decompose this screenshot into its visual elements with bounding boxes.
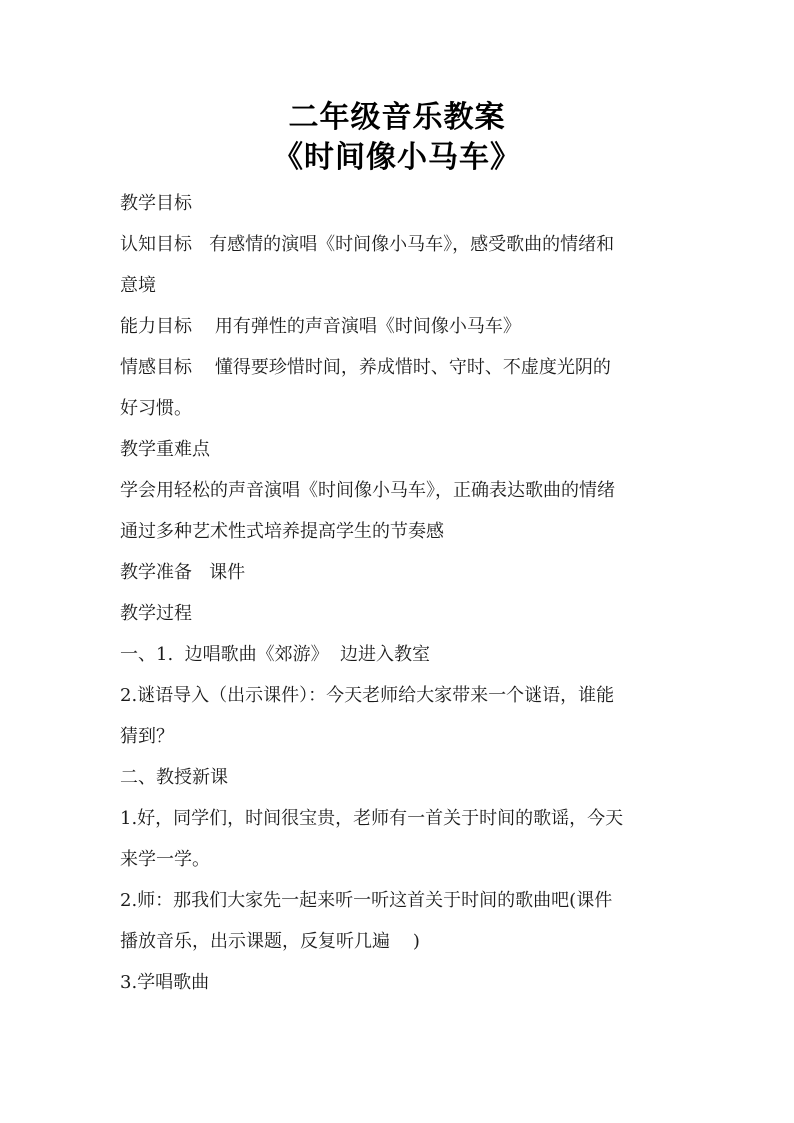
text-line: 二、教授新课 bbox=[120, 767, 228, 788]
text-line: 通过多种艺术性式培养提高学生的节奏感 bbox=[120, 521, 444, 542]
text-line: 教学过程 bbox=[120, 603, 192, 624]
text-line: 教学准备 课件 bbox=[120, 562, 246, 583]
text-line: 2.谜语导入（出示课件）：今天老师给大家带来一个谜语，谁能 bbox=[120, 685, 615, 706]
text-line: 好习惯。 bbox=[120, 398, 192, 419]
text-line: 来学一学。 bbox=[120, 849, 210, 870]
document-body bbox=[120, 183, 680, 1003]
text-line: 教学重难点 bbox=[120, 439, 210, 460]
text-line: 播放音乐，出示课题，反复听几遍 ) bbox=[120, 931, 420, 952]
text-line: 一、1. 边唱歌曲《郊游》 边进入教室 bbox=[120, 644, 431, 665]
text-line: 认知目标 有感情的演唱《时间像小马车》，感受歌曲的情绪和 bbox=[120, 234, 615, 255]
text-line: 3.学唱歌曲 bbox=[120, 972, 210, 993]
text-line: 能力目标 用有弹性的声音演唱《时间像小马车》 bbox=[120, 316, 521, 337]
text-line: 2.师：那我们大家先一起来听一听这首关于时间的歌曲吧(课件 bbox=[120, 890, 613, 911]
text-line: 猜到？ bbox=[120, 726, 174, 747]
title-line-song-name: 《时间像小马车》 bbox=[273, 140, 521, 175]
text-line: 情感目标 懂得要珍惜时间，养成惜时、守时、不虚度光阴的 bbox=[120, 357, 611, 378]
text-line: 学会用轻松的声音演唱《时间像小马车》，正确表达歌曲的情绪 bbox=[120, 480, 615, 501]
text-line: 1.好，同学们，时间很宝贵，老师有一首关于时间的歌谣，今天 bbox=[120, 808, 624, 829]
text-line: 意境 bbox=[120, 275, 156, 296]
document-title bbox=[0, 100, 794, 176]
text-line: 教学目标 bbox=[120, 193, 192, 214]
title-line-grade-music-lesson: 二年级音乐教案 bbox=[288, 100, 506, 135]
